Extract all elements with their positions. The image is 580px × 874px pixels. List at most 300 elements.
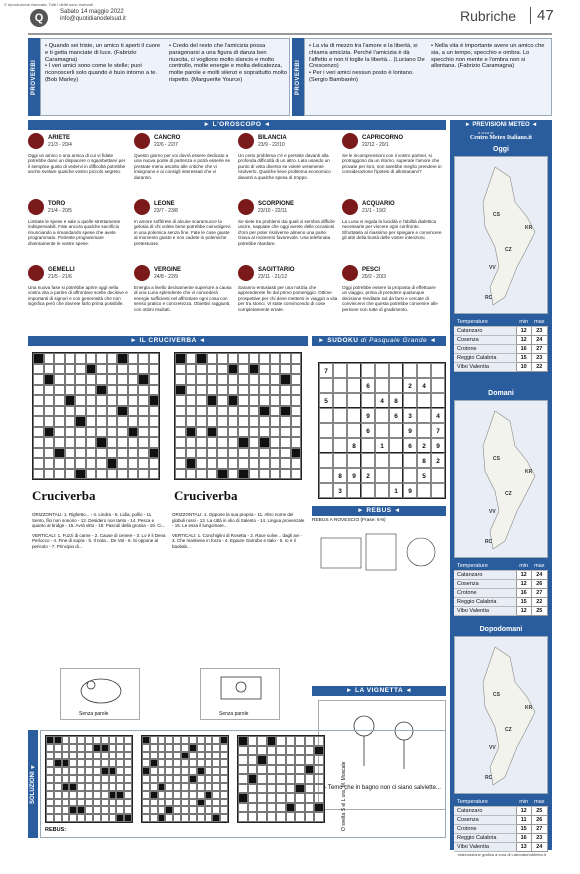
grid-cell[interactable] bbox=[220, 767, 228, 775]
grid-cell[interactable] bbox=[109, 814, 117, 822]
grid-cell[interactable] bbox=[44, 437, 55, 448]
grid-cell[interactable] bbox=[54, 448, 65, 459]
grid-cell[interactable] bbox=[69, 759, 77, 767]
grid-cell[interactable] bbox=[117, 416, 128, 427]
sudoku-cell[interactable] bbox=[389, 453, 403, 468]
grid-cell[interactable] bbox=[175, 458, 186, 469]
grid-cell[interactable] bbox=[124, 767, 132, 775]
grid-cell[interactable] bbox=[228, 385, 239, 396]
grid-cell[interactable] bbox=[142, 783, 150, 791]
grid-cell[interactable] bbox=[220, 775, 228, 783]
grid-cell[interactable] bbox=[175, 469, 186, 480]
grid-cell[interactable] bbox=[286, 746, 296, 756]
grid-cell[interactable] bbox=[196, 364, 207, 375]
grid-cell[interactable] bbox=[44, 353, 55, 364]
grid-cell[interactable] bbox=[107, 469, 118, 480]
crossword-grid-left[interactable] bbox=[32, 352, 160, 480]
grid-cell[interactable] bbox=[175, 364, 186, 375]
grid-cell[interactable] bbox=[291, 374, 302, 385]
grid-cell[interactable] bbox=[158, 744, 166, 752]
grid-cell[interactable] bbox=[197, 736, 205, 744]
grid-cell[interactable] bbox=[62, 806, 70, 814]
sudoku-cell[interactable]: 9 bbox=[361, 408, 375, 423]
grid-cell[interactable] bbox=[46, 759, 54, 767]
grid-cell[interactable] bbox=[270, 395, 281, 406]
grid-cell[interactable] bbox=[138, 364, 149, 375]
grid-cell[interactable] bbox=[86, 353, 97, 364]
grid-cell[interactable] bbox=[33, 395, 44, 406]
grid-cell[interactable] bbox=[77, 806, 85, 814]
grid-cell[interactable] bbox=[44, 364, 55, 375]
grid-cell[interactable] bbox=[109, 806, 117, 814]
grid-cell[interactable] bbox=[96, 416, 107, 427]
grid-cell[interactable] bbox=[259, 385, 270, 396]
grid-cell[interactable] bbox=[291, 427, 302, 438]
sudoku-cell[interactable]: 6 bbox=[389, 408, 403, 423]
grid-cell[interactable] bbox=[249, 395, 260, 406]
grid-cell[interactable] bbox=[238, 374, 249, 385]
grid-cell[interactable] bbox=[138, 448, 149, 459]
grid-cell[interactable] bbox=[207, 374, 218, 385]
sudoku-cell[interactable] bbox=[417, 483, 431, 498]
grid-cell[interactable] bbox=[116, 767, 124, 775]
grid-cell[interactable] bbox=[305, 784, 315, 794]
grid-cell[interactable] bbox=[138, 395, 149, 406]
sudoku-cell[interactable] bbox=[431, 483, 445, 498]
grid-cell[interactable] bbox=[96, 364, 107, 375]
grid-cell[interactable] bbox=[189, 744, 197, 752]
grid-cell[interactable] bbox=[142, 744, 150, 752]
grid-cell[interactable] bbox=[197, 814, 205, 822]
grid-cell[interactable] bbox=[165, 799, 173, 807]
grid-cell[interactable] bbox=[75, 448, 86, 459]
grid-cell[interactable] bbox=[138, 469, 149, 480]
sudoku-cell[interactable] bbox=[375, 378, 389, 393]
grid-cell[interactable] bbox=[117, 395, 128, 406]
grid-cell[interactable] bbox=[291, 448, 302, 459]
sudoku-cell[interactable]: 4 bbox=[431, 408, 445, 423]
grid-cell[interactable] bbox=[93, 759, 101, 767]
grid-cell[interactable] bbox=[220, 744, 228, 752]
grid-cell[interactable] bbox=[314, 784, 324, 794]
grid-cell[interactable] bbox=[228, 469, 239, 480]
sudoku-cell[interactable]: 5 bbox=[417, 468, 431, 483]
grid-cell[interactable] bbox=[149, 374, 160, 385]
grid-cell[interactable] bbox=[117, 427, 128, 438]
grid-cell[interactable] bbox=[212, 783, 220, 791]
grid-cell[interactable] bbox=[62, 799, 70, 807]
grid-cell[interactable] bbox=[181, 775, 189, 783]
grid-cell[interactable] bbox=[267, 755, 277, 765]
grid-cell[interactable] bbox=[65, 385, 76, 396]
grid-cell[interactable] bbox=[181, 767, 189, 775]
grid-cell[interactable] bbox=[165, 791, 173, 799]
grid-cell[interactable] bbox=[107, 364, 118, 375]
grid-cell[interactable] bbox=[142, 759, 150, 767]
sudoku-cell[interactable] bbox=[389, 423, 403, 438]
sudoku-cell[interactable] bbox=[333, 393, 347, 408]
grid-cell[interactable] bbox=[138, 427, 149, 438]
grid-cell[interactable] bbox=[54, 395, 65, 406]
grid-cell[interactable] bbox=[238, 416, 249, 427]
grid-cell[interactable] bbox=[54, 374, 65, 385]
sudoku-cell[interactable]: 2 bbox=[403, 378, 417, 393]
grid-cell[interactable] bbox=[173, 806, 181, 814]
grid-cell[interactable] bbox=[280, 395, 291, 406]
grid-cell[interactable] bbox=[158, 806, 166, 814]
crossword-grid-right[interactable] bbox=[174, 352, 302, 480]
sudoku-cell[interactable] bbox=[375, 423, 389, 438]
grid-cell[interactable] bbox=[186, 458, 197, 469]
grid-cell[interactable] bbox=[128, 385, 139, 396]
grid-cell[interactable] bbox=[116, 806, 124, 814]
grid-cell[interactable] bbox=[305, 774, 315, 784]
sudoku-cell[interactable] bbox=[333, 378, 347, 393]
grid-cell[interactable] bbox=[128, 395, 139, 406]
grid-cell[interactable] bbox=[173, 736, 181, 744]
grid-cell[interactable] bbox=[295, 755, 305, 765]
grid-cell[interactable] bbox=[93, 752, 101, 760]
grid-cell[interactable] bbox=[291, 395, 302, 406]
grid-cell[interactable] bbox=[107, 395, 118, 406]
grid-cell[interactable] bbox=[116, 791, 124, 799]
grid-cell[interactable] bbox=[212, 736, 220, 744]
grid-cell[interactable] bbox=[197, 775, 205, 783]
grid-cell[interactable] bbox=[228, 374, 239, 385]
sudoku-cell[interactable] bbox=[333, 408, 347, 423]
grid-cell[interactable] bbox=[86, 469, 97, 480]
grid-cell[interactable] bbox=[75, 416, 86, 427]
grid-cell[interactable] bbox=[96, 458, 107, 469]
grid-cell[interactable] bbox=[54, 437, 65, 448]
grid-cell[interactable] bbox=[197, 783, 205, 791]
grid-cell[interactable] bbox=[124, 791, 132, 799]
sudoku-cell[interactable]: 8 bbox=[389, 393, 403, 408]
grid-cell[interactable] bbox=[228, 364, 239, 375]
grid-cell[interactable] bbox=[238, 448, 249, 459]
grid-cell[interactable] bbox=[86, 437, 97, 448]
grid-cell[interactable] bbox=[101, 791, 109, 799]
grid-cell[interactable] bbox=[149, 416, 160, 427]
grid-cell[interactable] bbox=[75, 364, 86, 375]
grid-cell[interactable] bbox=[286, 793, 296, 803]
grid-cell[interactable] bbox=[33, 385, 44, 396]
sudoku-cell[interactable] bbox=[333, 363, 347, 378]
sudoku-cell[interactable] bbox=[375, 408, 389, 423]
grid-cell[interactable] bbox=[62, 752, 70, 760]
grid-cell[interactable] bbox=[65, 374, 76, 385]
grid-cell[interactable] bbox=[257, 812, 267, 822]
grid-cell[interactable] bbox=[77, 814, 85, 822]
sudoku-cell[interactable]: 3 bbox=[403, 408, 417, 423]
grid-cell[interactable] bbox=[280, 385, 291, 396]
grid-cell[interactable] bbox=[249, 458, 260, 469]
grid-cell[interactable] bbox=[181, 736, 189, 744]
sudoku-cell[interactable] bbox=[417, 363, 431, 378]
grid-cell[interactable] bbox=[54, 427, 65, 438]
grid-cell[interactable] bbox=[77, 759, 85, 767]
grid-cell[interactable] bbox=[314, 755, 324, 765]
grid-cell[interactable] bbox=[44, 406, 55, 417]
grid-cell[interactable] bbox=[238, 803, 248, 813]
grid-cell[interactable] bbox=[181, 752, 189, 760]
grid-cell[interactable] bbox=[149, 437, 160, 448]
sudoku-cell[interactable] bbox=[347, 453, 361, 468]
grid-cell[interactable] bbox=[62, 814, 70, 822]
sudoku-cell[interactable]: 8 bbox=[347, 438, 361, 453]
sudoku-cell[interactable]: 3 bbox=[333, 483, 347, 498]
grid-cell[interactable] bbox=[207, 385, 218, 396]
grid-cell[interactable] bbox=[205, 799, 213, 807]
grid-cell[interactable] bbox=[249, 416, 260, 427]
grid-cell[interactable] bbox=[149, 395, 160, 406]
grid-cell[interactable] bbox=[207, 458, 218, 469]
grid-cell[interactable] bbox=[280, 364, 291, 375]
grid-cell[interactable] bbox=[75, 395, 86, 406]
grid-cell[interactable] bbox=[189, 791, 197, 799]
grid-cell[interactable] bbox=[175, 385, 186, 396]
sudoku-cell[interactable]: 1 bbox=[389, 483, 403, 498]
grid-cell[interactable] bbox=[276, 793, 286, 803]
grid-cell[interactable] bbox=[107, 437, 118, 448]
grid-cell[interactable] bbox=[62, 744, 70, 752]
grid-cell[interactable] bbox=[249, 469, 260, 480]
grid-cell[interactable] bbox=[116, 814, 124, 822]
grid-cell[interactable] bbox=[93, 806, 101, 814]
sudoku-cell[interactable] bbox=[347, 408, 361, 423]
sudoku-cell[interactable]: 2 bbox=[417, 438, 431, 453]
grid-cell[interactable] bbox=[267, 793, 277, 803]
grid-cell[interactable] bbox=[257, 774, 267, 784]
sudoku-cell[interactable] bbox=[347, 393, 361, 408]
grid-cell[interactable] bbox=[291, 364, 302, 375]
grid-cell[interactable] bbox=[314, 774, 324, 784]
grid-cell[interactable] bbox=[220, 806, 228, 814]
sudoku-cell[interactable] bbox=[361, 363, 375, 378]
grid-cell[interactable] bbox=[124, 744, 132, 752]
grid-cell[interactable] bbox=[238, 793, 248, 803]
grid-cell[interactable] bbox=[33, 469, 44, 480]
grid-cell[interactable] bbox=[109, 783, 117, 791]
grid-cell[interactable] bbox=[238, 784, 248, 794]
grid-cell[interactable] bbox=[69, 799, 77, 807]
grid-cell[interactable] bbox=[86, 448, 97, 459]
grid-cell[interactable] bbox=[96, 395, 107, 406]
grid-cell[interactable] bbox=[46, 791, 54, 799]
grid-cell[interactable] bbox=[54, 469, 65, 480]
grid-cell[interactable] bbox=[270, 448, 281, 459]
sudoku-cell[interactable]: 2 bbox=[431, 453, 445, 468]
grid-cell[interactable] bbox=[196, 427, 207, 438]
grid-cell[interactable] bbox=[186, 469, 197, 480]
grid-cell[interactable] bbox=[46, 744, 54, 752]
grid-cell[interactable] bbox=[280, 406, 291, 417]
grid-cell[interactable] bbox=[93, 744, 101, 752]
grid-cell[interactable] bbox=[101, 736, 109, 744]
grid-cell[interactable] bbox=[96, 406, 107, 417]
grid-cell[interactable] bbox=[207, 416, 218, 427]
grid-cell[interactable] bbox=[142, 791, 150, 799]
grid-cell[interactable] bbox=[149, 364, 160, 375]
grid-cell[interactable] bbox=[109, 775, 117, 783]
grid-cell[interactable] bbox=[217, 353, 228, 364]
grid-cell[interactable] bbox=[93, 814, 101, 822]
grid-cell[interactable] bbox=[197, 767, 205, 775]
grid-cell[interactable] bbox=[270, 364, 281, 375]
grid-cell[interactable] bbox=[207, 448, 218, 459]
grid-cell[interactable] bbox=[207, 427, 218, 438]
grid-cell[interactable] bbox=[101, 814, 109, 822]
grid-cell[interactable] bbox=[85, 791, 93, 799]
grid-cell[interactable] bbox=[44, 448, 55, 459]
grid-cell[interactable] bbox=[101, 806, 109, 814]
grid-cell[interactable] bbox=[77, 736, 85, 744]
grid-cell[interactable] bbox=[101, 767, 109, 775]
sudoku-cell[interactable] bbox=[431, 363, 445, 378]
grid-cell[interactable] bbox=[276, 736, 286, 746]
grid-cell[interactable] bbox=[286, 803, 296, 813]
grid-cell[interactable] bbox=[65, 406, 76, 417]
grid-cell[interactable] bbox=[189, 736, 197, 744]
grid-cell[interactable] bbox=[149, 458, 160, 469]
grid-cell[interactable] bbox=[93, 791, 101, 799]
grid-cell[interactable] bbox=[276, 765, 286, 775]
grid-cell[interactable] bbox=[86, 385, 97, 396]
grid-cell[interactable] bbox=[305, 793, 315, 803]
grid-cell[interactable] bbox=[107, 385, 118, 396]
grid-cell[interactable] bbox=[286, 812, 296, 822]
grid-cell[interactable] bbox=[259, 437, 270, 448]
grid-cell[interactable] bbox=[295, 812, 305, 822]
grid-cell[interactable] bbox=[207, 353, 218, 364]
grid-cell[interactable] bbox=[217, 427, 228, 438]
grid-cell[interactable] bbox=[217, 385, 228, 396]
grid-cell[interactable] bbox=[217, 448, 228, 459]
grid-cell[interactable] bbox=[270, 374, 281, 385]
grid-cell[interactable] bbox=[33, 458, 44, 469]
grid-cell[interactable] bbox=[205, 752, 213, 760]
grid-cell[interactable] bbox=[124, 759, 132, 767]
grid-cell[interactable] bbox=[217, 416, 228, 427]
grid-cell[interactable] bbox=[205, 806, 213, 814]
grid-cell[interactable] bbox=[186, 385, 197, 396]
grid-cell[interactable] bbox=[207, 364, 218, 375]
grid-cell[interactable] bbox=[109, 799, 117, 807]
grid-cell[interactable] bbox=[75, 437, 86, 448]
grid-cell[interactable] bbox=[77, 783, 85, 791]
grid-cell[interactable] bbox=[33, 448, 44, 459]
grid-cell[interactable] bbox=[249, 448, 260, 459]
grid-cell[interactable] bbox=[280, 437, 291, 448]
grid-cell[interactable] bbox=[107, 458, 118, 469]
sudoku-cell[interactable] bbox=[333, 453, 347, 468]
grid-cell[interactable] bbox=[228, 448, 239, 459]
grid-cell[interactable] bbox=[65, 458, 76, 469]
grid-cell[interactable] bbox=[228, 395, 239, 406]
grid-cell[interactable] bbox=[33, 427, 44, 438]
grid-cell[interactable] bbox=[138, 416, 149, 427]
sudoku-cell[interactable] bbox=[417, 423, 431, 438]
grid-cell[interactable] bbox=[93, 736, 101, 744]
grid-cell[interactable] bbox=[217, 374, 228, 385]
grid-cell[interactable] bbox=[85, 806, 93, 814]
grid-cell[interactable] bbox=[189, 775, 197, 783]
grid-cell[interactable] bbox=[238, 736, 248, 746]
grid-cell[interactable] bbox=[69, 791, 77, 799]
grid-cell[interactable] bbox=[291, 416, 302, 427]
grid-cell[interactable] bbox=[314, 765, 324, 775]
grid-cell[interactable] bbox=[46, 775, 54, 783]
sudoku-cell[interactable] bbox=[361, 438, 375, 453]
sudoku-cell[interactable] bbox=[333, 423, 347, 438]
grid-cell[interactable] bbox=[238, 755, 248, 765]
sudoku-cell[interactable] bbox=[403, 468, 417, 483]
grid-cell[interactable] bbox=[286, 784, 296, 794]
grid-cell[interactable] bbox=[189, 814, 197, 822]
grid-cell[interactable] bbox=[186, 437, 197, 448]
grid-cell[interactable] bbox=[158, 783, 166, 791]
grid-cell[interactable] bbox=[175, 406, 186, 417]
grid-cell[interactable] bbox=[181, 783, 189, 791]
grid-cell[interactable] bbox=[196, 469, 207, 480]
grid-cell[interactable] bbox=[116, 783, 124, 791]
grid-cell[interactable] bbox=[54, 744, 62, 752]
grid-cell[interactable] bbox=[276, 784, 286, 794]
sudoku-cell[interactable] bbox=[403, 453, 417, 468]
grid-cell[interactable] bbox=[212, 752, 220, 760]
grid-cell[interactable] bbox=[248, 803, 258, 813]
grid-cell[interactable] bbox=[295, 774, 305, 784]
grid-cell[interactable] bbox=[101, 783, 109, 791]
grid-cell[interactable] bbox=[124, 775, 132, 783]
grid-cell[interactable] bbox=[124, 736, 132, 744]
grid-cell[interactable] bbox=[257, 793, 267, 803]
grid-cell[interactable] bbox=[280, 458, 291, 469]
grid-cell[interactable] bbox=[259, 469, 270, 480]
grid-cell[interactable] bbox=[295, 793, 305, 803]
grid-cell[interactable] bbox=[150, 799, 158, 807]
grid-cell[interactable] bbox=[267, 736, 277, 746]
grid-cell[interactable] bbox=[124, 783, 132, 791]
grid-cell[interactable] bbox=[267, 812, 277, 822]
grid-cell[interactable] bbox=[259, 427, 270, 438]
grid-cell[interactable] bbox=[96, 427, 107, 438]
grid-cell[interactable] bbox=[270, 437, 281, 448]
grid-cell[interactable] bbox=[175, 395, 186, 406]
grid-cell[interactable] bbox=[189, 767, 197, 775]
grid-cell[interactable] bbox=[295, 765, 305, 775]
grid-cell[interactable] bbox=[173, 744, 181, 752]
grid-cell[interactable] bbox=[107, 374, 118, 385]
grid-cell[interactable] bbox=[116, 799, 124, 807]
grid-cell[interactable] bbox=[228, 353, 239, 364]
grid-cell[interactable] bbox=[217, 458, 228, 469]
grid-cell[interactable] bbox=[305, 746, 315, 756]
grid-cell[interactable] bbox=[248, 765, 258, 775]
grid-cell[interactable] bbox=[96, 448, 107, 459]
grid-cell[interactable] bbox=[69, 775, 77, 783]
grid-cell[interactable] bbox=[259, 364, 270, 375]
grid-cell[interactable] bbox=[197, 744, 205, 752]
grid-cell[interactable] bbox=[85, 814, 93, 822]
grid-cell[interactable] bbox=[175, 353, 186, 364]
grid-cell[interactable] bbox=[205, 767, 213, 775]
grid-cell[interactable] bbox=[175, 416, 186, 427]
grid-cell[interactable] bbox=[86, 416, 97, 427]
grid-cell[interactable] bbox=[165, 752, 173, 760]
grid-cell[interactable] bbox=[270, 353, 281, 364]
grid-cell[interactable] bbox=[107, 416, 118, 427]
